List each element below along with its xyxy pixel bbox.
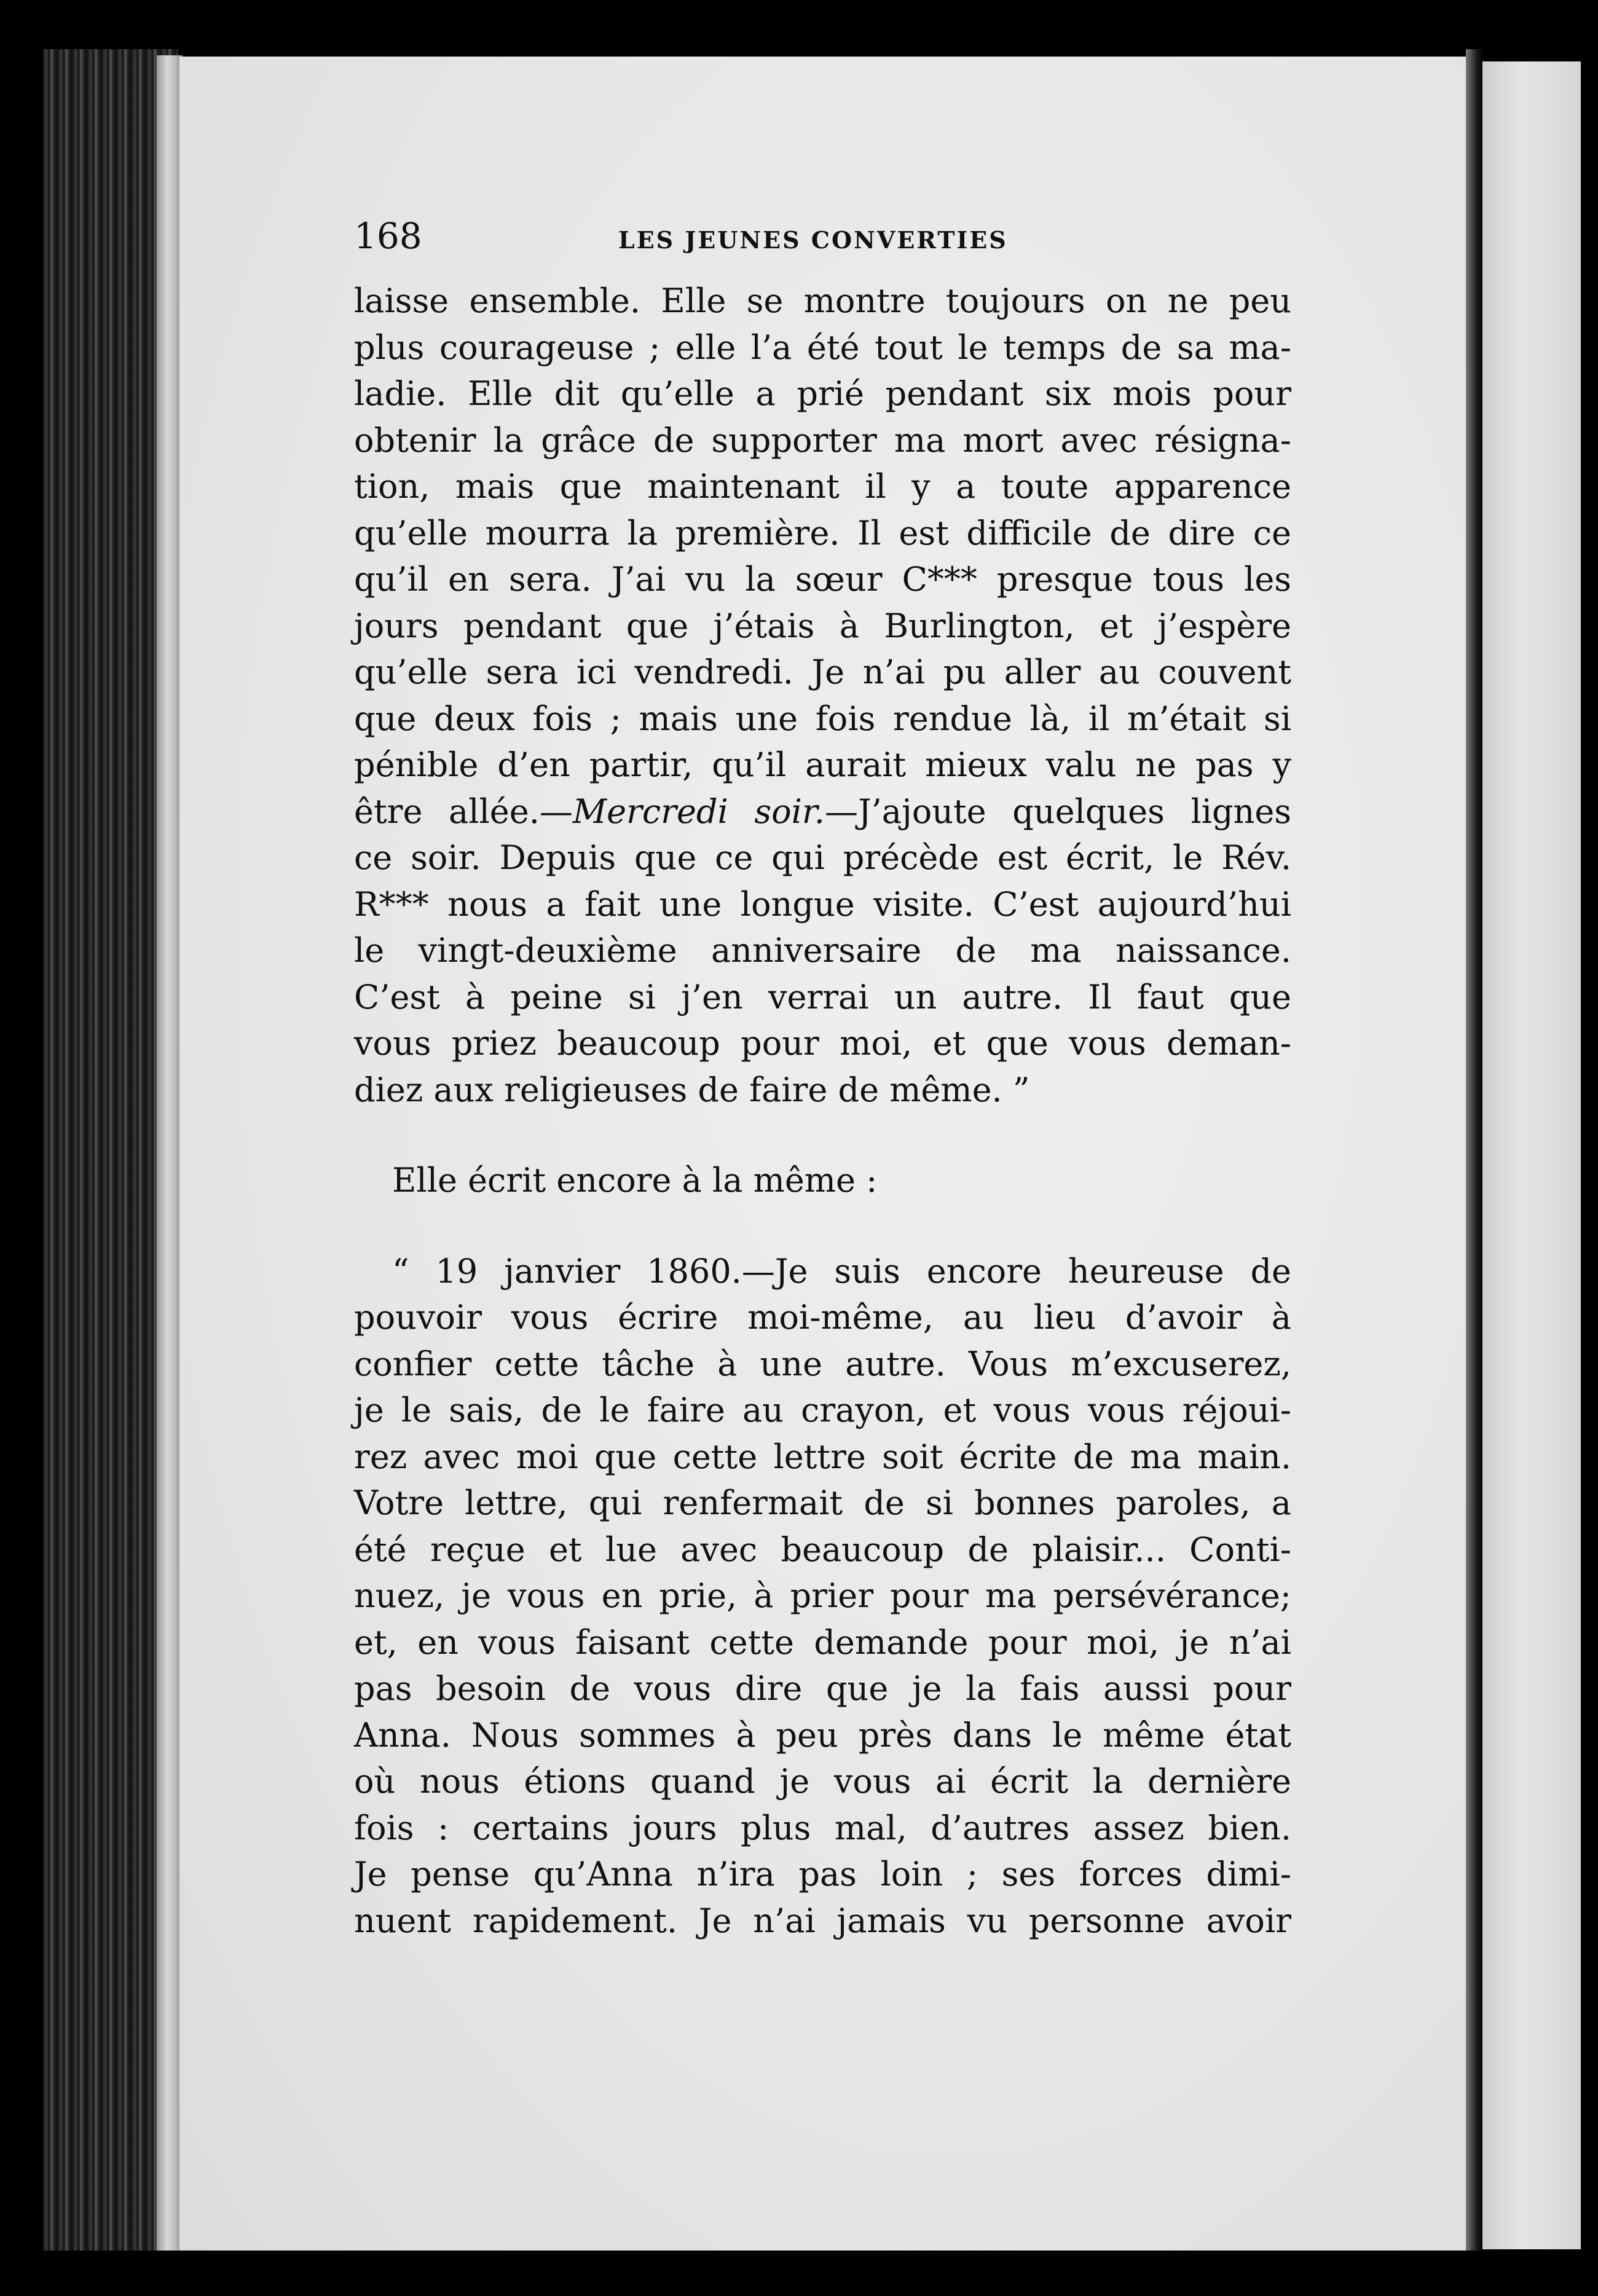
- text-line-mixed: [354, 788, 1291, 835]
- text-fragment: —J’ajoute quelques lignes: [824, 792, 1291, 831]
- text-line: Elle écrit encore à la même :: [392, 1161, 878, 1200]
- text-line: C’est à peine si j’en verrai un autre. Il faut que: [354, 977, 1291, 1016]
- text-line: plus courageuse ; elle l’a été tout le temps de sa ma-: [354, 328, 1291, 367]
- text-line: été reçue et lue avec beaucoup de plaisir... Conti-: [354, 1530, 1291, 1569]
- text-line: R*** nous a fait une longue visite. C’est aujourd’hui: [354, 884, 1291, 924]
- text-line: vous priez beaucoup pour moi, et que vous deman-: [354, 1024, 1291, 1063]
- text-fragment: être allée.—: [354, 792, 573, 831]
- text-line: obtenir la grâce de supporter ma mort avec résigna-: [354, 420, 1291, 460]
- text-line: où nous étions quand je vous ai écrit la dernière: [354, 1762, 1291, 1801]
- text-line: Anna. Nous sommes à peu près dans le même état: [354, 1715, 1291, 1755]
- running-head: LES JEUNES CONVERTIES: [618, 226, 1008, 254]
- italic-date: Mercredi soir.: [572, 792, 825, 831]
- text-line: pouvoir vous écrire moi-même, au lieu d’avoir à: [354, 1298, 1291, 1337]
- text-line: nuent rapidement. Je n’ai jamais vu personne avoir: [354, 1901, 1291, 1940]
- text-line: nuez, je vous en prie, à prier pour ma persévérance;: [354, 1576, 1291, 1615]
- next-page-sliver: [1482, 61, 1581, 2249]
- text-line: Votre lettre, qui renfermait de si bonnes paroles, a: [354, 1484, 1291, 1522]
- page-text: [354, 215, 1291, 1944]
- text-line: Je pense qu’Anna n’ira pas loin ; ses forces dimi-: [354, 1855, 1291, 1893]
- text-line: je le sais, de le faire au crayon, et vous vous réjoui-: [354, 1391, 1291, 1429]
- page-number: 168: [354, 215, 422, 257]
- text-line: ce soir. Depuis que ce qui précède est écrit, le Rév.: [354, 838, 1291, 877]
- text-line: jours pendant que j’étais à Burlington, et j’espère: [354, 606, 1291, 645]
- scan-bottom-border: [0, 2251, 1598, 2296]
- text-line: fois : certains jours plus mal, d’autres assez bien.: [354, 1808, 1291, 1847]
- text-line: le vingt-deuxième anniversaire de ma naissance.: [354, 931, 1291, 970]
- paragraph-letter-end: [354, 278, 1291, 1113]
- page-header: [354, 215, 1291, 270]
- text-line: ladie. Elle dit qu’elle a prié pendant six mois pour: [354, 374, 1291, 413]
- text-line: que deux fois ; mais une fois rendue là, il m’était si: [354, 699, 1291, 738]
- text-line: qu’elle sera ici vendredi. Je n’ai pu aller au couvent: [354, 653, 1291, 691]
- text-line: confier cette tâche à une autre. Vous m’excuserez,: [354, 1344, 1291, 1383]
- text-line: et, en vous faisant cette demande pour moi, je n’ai: [354, 1622, 1291, 1662]
- text-line: tion, mais que maintenant il y a toute apparence: [354, 467, 1291, 506]
- gutter-shadow: [1466, 49, 1484, 2262]
- text-line: pas besoin de vous dire que je la fais aussi pour: [354, 1669, 1291, 1708]
- text-line: “ 19 janvier 1860.—Je suis encore heureuse de: [392, 1251, 1291, 1291]
- paragraph-letter: [354, 1248, 1291, 1944]
- paragraph-intro: [354, 1157, 1291, 1204]
- scan-top-border: [0, 0, 1598, 57]
- text-line: qu’elle mourra la première. Il est difficile de dire ce: [354, 513, 1291, 552]
- text-line: laisse ensemble. Elle se montre toujours on ne peu: [354, 281, 1291, 320]
- text-line: diez aux religieuses de faire de même. ”: [354, 1070, 1030, 1109]
- text-line: rez avec moi que cette lettre soit écrite de ma main.: [354, 1437, 1291, 1476]
- page-edge-highlight: [157, 55, 183, 2255]
- text-line: pénible d’en partir, qu’il aurait mieux valu ne pas y: [354, 745, 1291, 784]
- text-line: qu’il en sera. J’ai vu la sœur C*** presque tous les: [354, 560, 1291, 599]
